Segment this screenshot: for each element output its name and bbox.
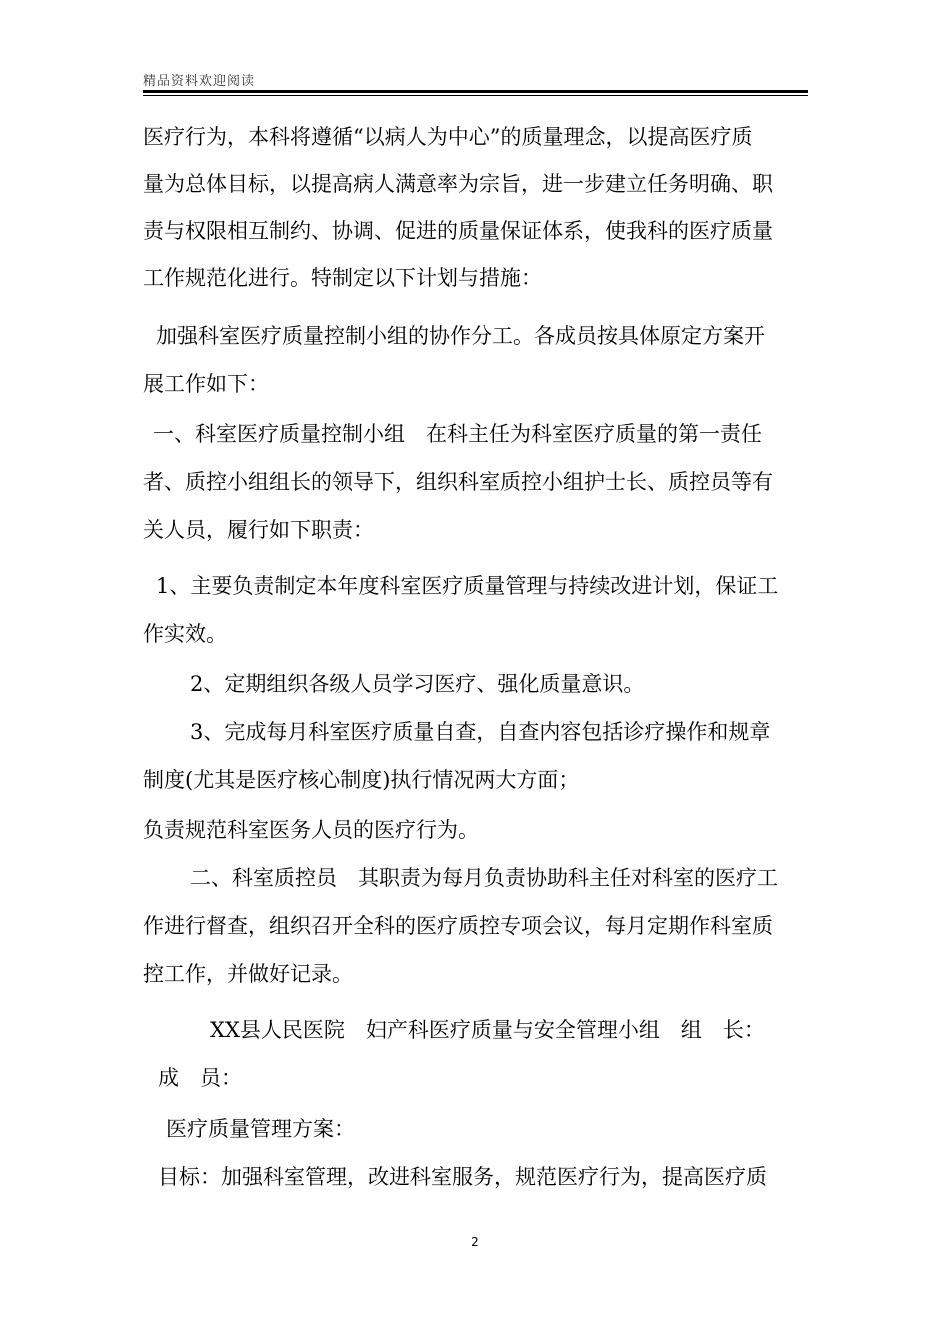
body-line: XX县人民医院 妇产科医疗质量与安全管理小组 组 长： (210, 1018, 765, 1042)
body-line: 目标：加强科室管理，改进科室服务，规范医疗行为，提高医疗质 (158, 1165, 767, 1189)
body-line: 一、科室医疗质量控制小组 在科主任为科室医疗质量的第一责任 (153, 422, 762, 446)
body-line: 医疗质量管理方案： (166, 1117, 355, 1141)
body-line: 二、科室质控员 其职责为每月负责协助科主任对科室的医疗工 (190, 866, 778, 890)
body-line: 1、主要负责制定本年度科室医疗质量管理与持续改进计划，保证工 (156, 574, 779, 598)
body-line: 展工作如下： (143, 372, 269, 396)
body-line: 2、定期组织各级人员学习医疗、强化质量意识。 (190, 672, 645, 696)
header-rule-thin (143, 95, 808, 96)
body-line: 者、质控小组组长的领导下，组织科室质控小组护士长、质控员等有 (143, 470, 773, 494)
page-number: 2 (471, 1235, 479, 1249)
body-line: 医疗行为，本科将遵循“以病人为中心”的质量理念，以提高医疗质 (143, 125, 753, 149)
body-line: 责与权限相互制约、协调、促进的质量保证体系，使我科的医疗质量 (143, 219, 773, 243)
body-line: 工作规范化进行。特制定以下计划与措施： (143, 266, 542, 290)
body-line: 量为总体目标，以提高病人满意率为宗旨，进一步建立任务明确、职 (143, 172, 773, 196)
body-line: 制度(尤其是医疗核心制度)执行情况两大方面； (143, 768, 580, 792)
body-line: 加强科室医疗质量控制小组的协作分工。各成员按具体原定方案开 (156, 324, 765, 348)
page-header-text: 精品资料欢迎阅读 (143, 74, 256, 89)
body-line: 作进行督查，组织召开全科的医疗质控专项会议，每月定期作科室质 (143, 914, 773, 938)
body-line: 关人员，履行如下职责： (143, 518, 374, 542)
body-line: 控工作，并做好记录。 (143, 962, 353, 986)
body-line: 成 员： (158, 1066, 242, 1090)
body-line: 负责规范科室医务人员的医疗行为。 (143, 818, 479, 842)
header-rule-thick (143, 90, 808, 93)
body-line: 3、完成每月科室医疗质量自查，自查内容包括诊疗操作和规章 (190, 720, 771, 744)
body-line: 作实效。 (143, 622, 227, 646)
